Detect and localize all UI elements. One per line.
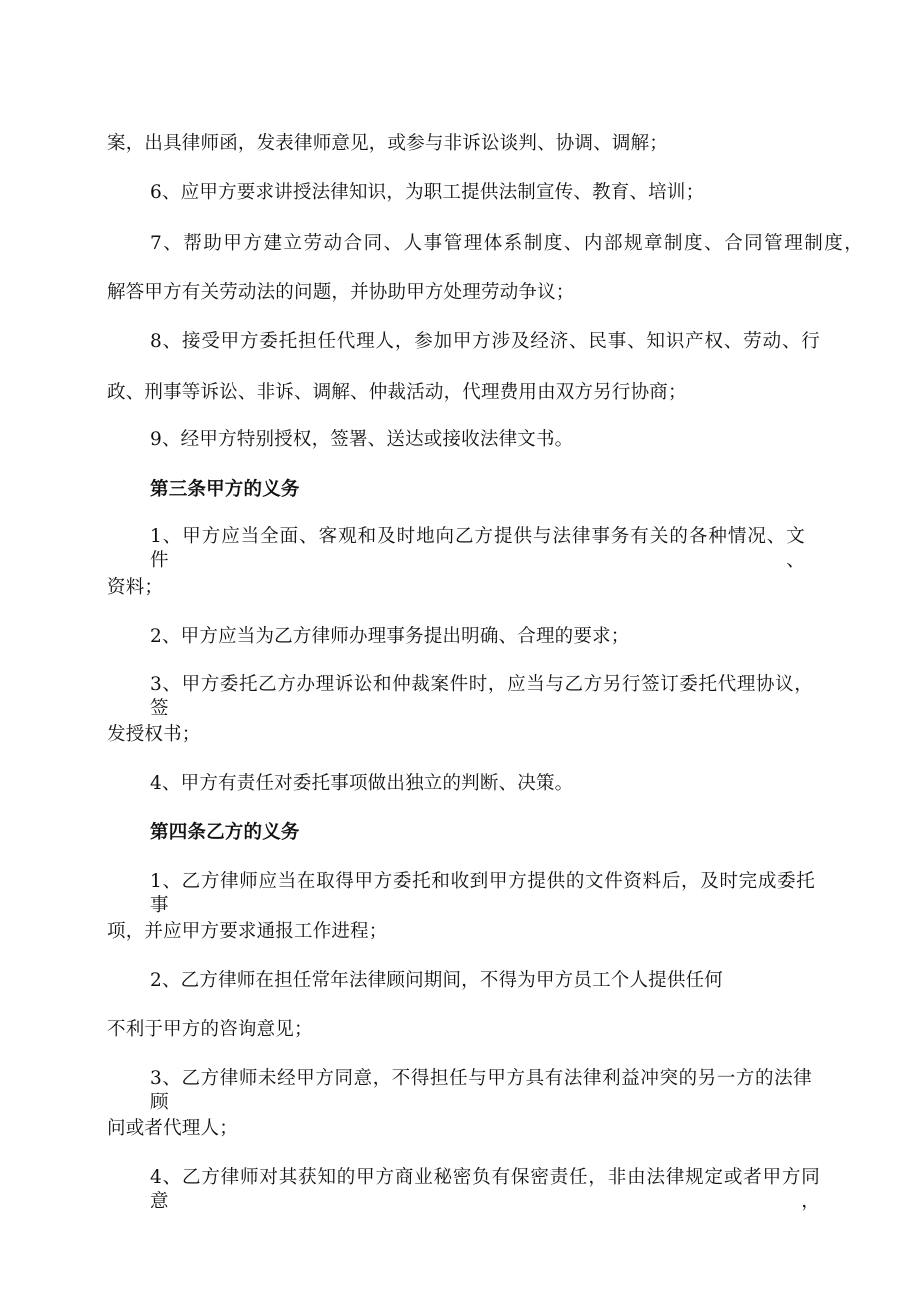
text-line: 2、乙方律师在担任常年法律顾问期间，不得为甲方员工个人提供任何 — [150, 970, 723, 991]
text-line: 9、经甲方特别授权，签署、送达或接收法律文书。 — [150, 429, 574, 450]
text-line: 8、接受甲方委托担任代理人，参加甲方涉及经济、民事、知识产权、劳动、行 — [150, 331, 820, 352]
text-line: 问或者代理人； — [107, 1118, 238, 1139]
text-line: 1、乙方律师应当在取得甲方委托和收到甲方提供的文件资料后，及时完成委托事 — [150, 871, 815, 916]
section-heading: 第四条乙方的义务 — [150, 822, 300, 843]
text-line: 不利于甲方的咨询意见； — [107, 1019, 313, 1040]
text-line: 4、乙方律师对其获知的甲方商业秘密负有保密责任，非由法律规定或者甲方同意， — [150, 1167, 820, 1212]
text-line: 2、甲方应当为乙方律师办理事务提出明确、合理的要求； — [150, 626, 630, 647]
text-line: 3、甲方委托乙方办理诉讼和仲裁案件时，应当与乙方另行签订委托代理协议，签 — [150, 674, 813, 719]
text-line: 6、应甲方要求讲授法律知识，为职工提供法制宣传、教育、培训； — [150, 182, 705, 203]
text-line: 3、乙方律师未经甲方同意，不得担任与甲方具有法律利益冲突的另一方的法律顾 — [150, 1068, 812, 1113]
text-line: 解答甲方有关劳动法的问题，并协助甲方处理劳动争议； — [107, 282, 575, 303]
section-heading: 第三条甲方的义务 — [150, 479, 300, 500]
text-line: 发授权书； — [107, 724, 201, 745]
text-line: 7、帮助甲方建立劳动合同、人事管理体系制度、内部规章制度、合同管理制度， — [150, 233, 863, 254]
text-line: 项，并应甲方要求通报工作进程； — [107, 921, 388, 942]
text-line: 4、甲方有责任对委托事项做出独立的判断、决策。 — [150, 773, 574, 794]
text-line: 资料； — [107, 577, 164, 598]
text-line: 政、刑事等诉讼、非诉、调解、仲裁活动，代理费用由双方另行协商； — [107, 382, 687, 403]
text-line: 案，出具律师函，发表律师意见，或参与非诉讼谈判、协调、调解； — [107, 133, 669, 154]
text-line: 1、甲方应当全面、客观和及时地向乙方提供与法律事务有关的各种情况、文件、 — [150, 526, 805, 571]
